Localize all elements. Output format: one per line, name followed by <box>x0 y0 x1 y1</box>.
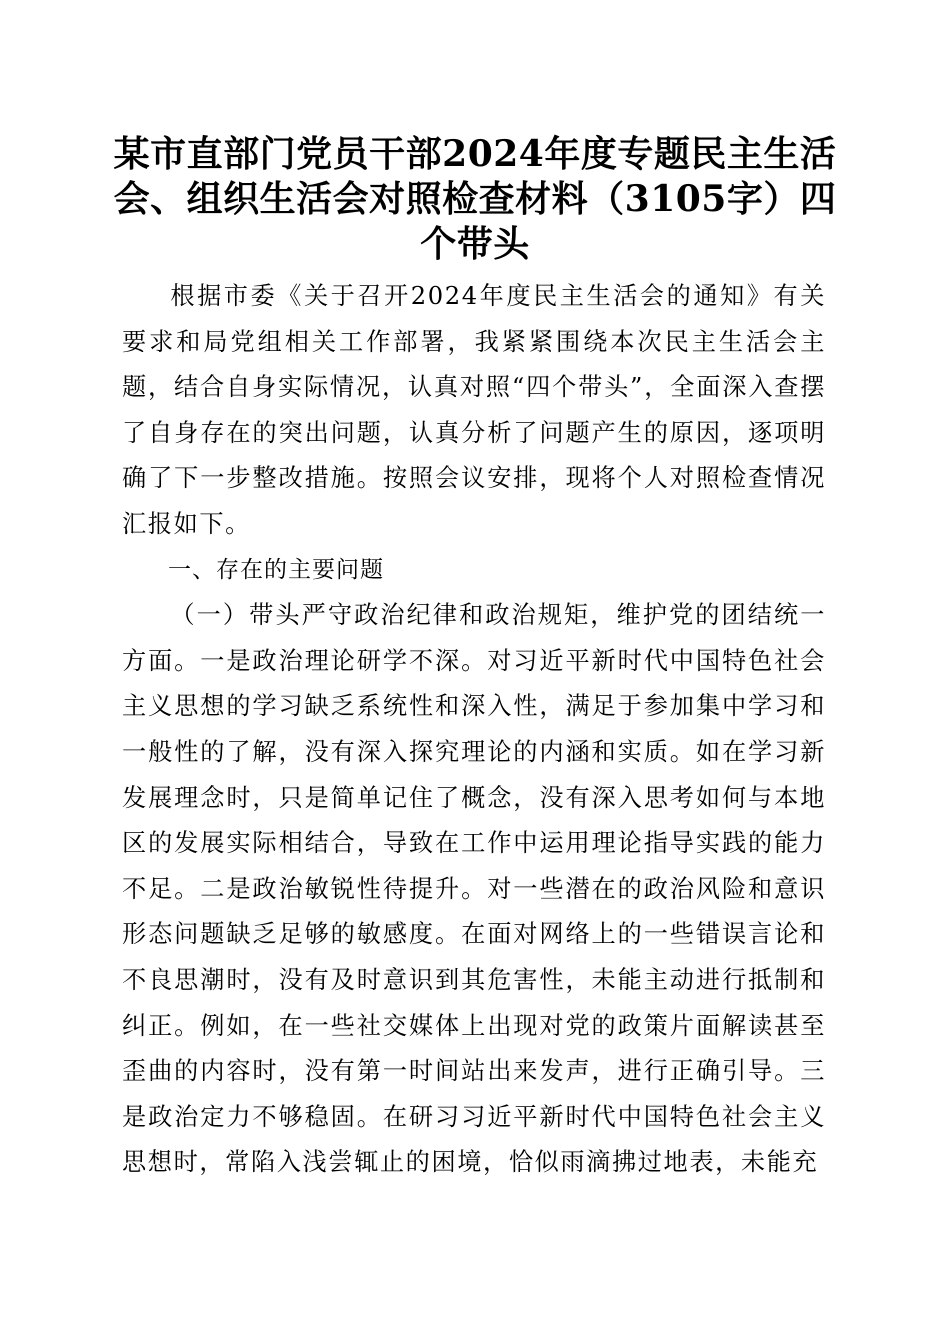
section-heading: 一、存在的主要问题 <box>168 556 384 583</box>
document-title: 某市直部门党员干部2024年度专题民主生活会、组织生活会对照检查材料（3105字）四个带头 <box>113 133 837 265</box>
body-paragraph: （一）带头严守政治纪律和政治规矩，维护党的团结统一方面。一是政治理论研学不深。对习近平新时代中国特色社会主义思想的学习缺乏系统性和深入性，满足于参加集中学习和一般性的了解，没有深入探究理论的内涵和实质。如在学习新发展理念时，只是简单记住了概念，没有深入思考如何与本地区的发展实际相结合，导致在工作中运用理论指导实践的能力不足。二是政治敏锐性待提升。对一些潜在的政治风险和意识形态问题缺乏足够的敏感度。在面对网络上的一些错误言论和不良思潮时，没有及时意识到其危害性，未能主动进行抵制和纠正。例如，在一些社交媒体上出现对党的政策片面解读甚至歪曲的内容时，没有第一时间站出来发声，进行正确引导。三是政治定力不够稳固。在研习习近平新时代中国特色社会主义思想时，常陷入浅尝辄止的困境，恰似雨滴拂过地表，未能充 <box>122 601 826 1177</box>
document-body <box>122 274 826 1186</box>
intro-paragraph: 根据市委《关于召开2024年度民主生活会的通知》有关要求和局党组相关工作部署，我紧紧围绕本次民主生活会主题，结合自身实际情况，认真对照“四个带头”，全面深入查摆了自身存在的突出问题，认真分析了问题产生的原因，逐项明确了下一步整改措施。按照会议安排，现将个人对照检查情况汇报如下。 <box>122 282 826 538</box>
